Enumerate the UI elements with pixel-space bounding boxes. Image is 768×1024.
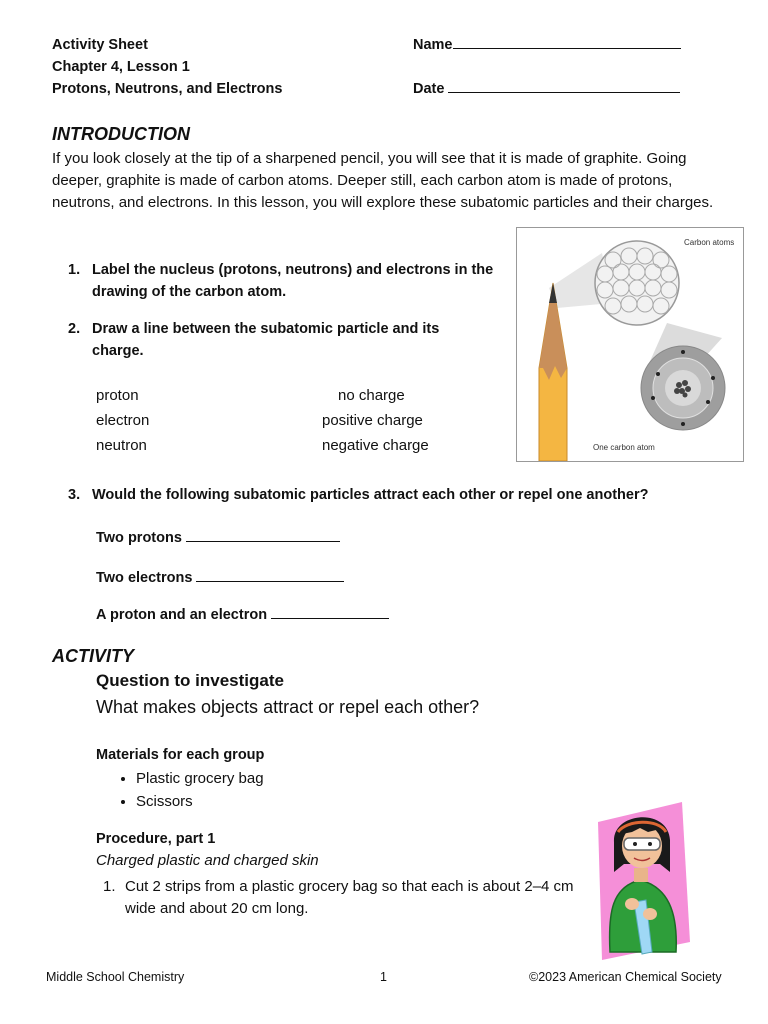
procedure-step-1: [103, 876, 583, 920]
document-header: [52, 34, 282, 100]
charge-positive: positive charge: [322, 412, 423, 429]
question-1: [68, 259, 518, 303]
charge-none: no charge: [338, 387, 405, 404]
material-item: • Scissors: [136, 790, 264, 813]
answer-line[interactable]: [271, 604, 389, 619]
figure-label-one-atom: One carbon atom: [593, 443, 655, 452]
sheet-type: Activity Sheet: [52, 37, 148, 53]
page-number: 1: [380, 970, 387, 984]
question-text: Draw a line between the subatomic particle and its charge.: [92, 321, 440, 359]
name-field[interactable]: [413, 34, 681, 56]
student-illustration: [590, 802, 696, 962]
question-number: 1.: [68, 262, 81, 278]
blank-label: Two protons: [96, 530, 182, 546]
lesson-title: Protons, Neutrons, and Electrons: [52, 81, 283, 97]
question-text: Label the nucleus (protons, neutrons) and electrons in the drawing of the carbon atom.: [92, 262, 494, 300]
question-3: [68, 484, 728, 506]
blank-proton-electron[interactable]: [96, 604, 389, 623]
answer-line[interactable]: [196, 567, 344, 582]
materials-list: [96, 767, 264, 813]
blank-two-electrons[interactable]: [96, 567, 344, 586]
activity-title: ACTIVITY: [52, 646, 135, 666]
date-field[interactable]: [413, 78, 680, 100]
question-number: 2.: [68, 321, 81, 337]
question-2: [68, 318, 488, 362]
chapter-lesson: Chapter 4, Lesson 1: [52, 59, 190, 75]
date-label: Date: [413, 81, 445, 97]
blank-label: Two electrons: [96, 570, 193, 586]
blank-label: A proton and an electron: [96, 607, 268, 623]
carbon-atom-figure: [516, 227, 744, 462]
pencil-atom-illustration: [517, 228, 743, 461]
question-heading: Question to investigate: [96, 671, 284, 690]
question-number: 3.: [68, 487, 81, 503]
name-label: Name: [413, 37, 453, 53]
charge-negative: negative charge: [322, 437, 429, 454]
date-line[interactable]: [448, 78, 680, 93]
particle-proton: proton: [96, 387, 139, 404]
question-text: Would the following subatomic particles attract each other or repel one another?: [92, 487, 649, 503]
materials-heading: Materials for each group: [96, 747, 265, 763]
student-clipart: [590, 802, 696, 962]
answer-line[interactable]: [186, 527, 340, 542]
procedure-heading: Procedure, part 1: [96, 831, 216, 847]
figure-label-carbon-atoms: Carbon atoms: [684, 238, 735, 247]
intro-text: If you look closely at the tip of a sharpened pencil, you will see that it is made of graphite. Going deeper, graphite is made of carbon atoms. Deeper still, each carbon atom is made of protons, neutrons, and electrons. In this lesson, you will explore these subatomic particles and their charges.: [52, 150, 714, 211]
particle-neutron: neutron: [96, 437, 147, 454]
footer-course: Middle School Chemistry: [46, 970, 185, 984]
blank-two-protons[interactable]: [96, 527, 340, 546]
material-item: • Plastic grocery bag: [136, 767, 264, 790]
intro-title: INTRODUCTION: [52, 124, 190, 144]
name-line[interactable]: [453, 34, 681, 49]
footer-copyright: ©2023 American Chemical Society: [529, 970, 722, 984]
step-number: 1.: [103, 878, 116, 895]
step-text: Cut 2 strips from a plastic grocery bag so that each is about 2–4 cm wide and about 20 cm long.: [125, 878, 574, 917]
particle-electron: electron: [96, 412, 150, 429]
investigation-question: What makes objects attract or repel each other?: [96, 697, 480, 717]
procedure-subheading: Charged plastic and charged skin: [96, 852, 319, 869]
